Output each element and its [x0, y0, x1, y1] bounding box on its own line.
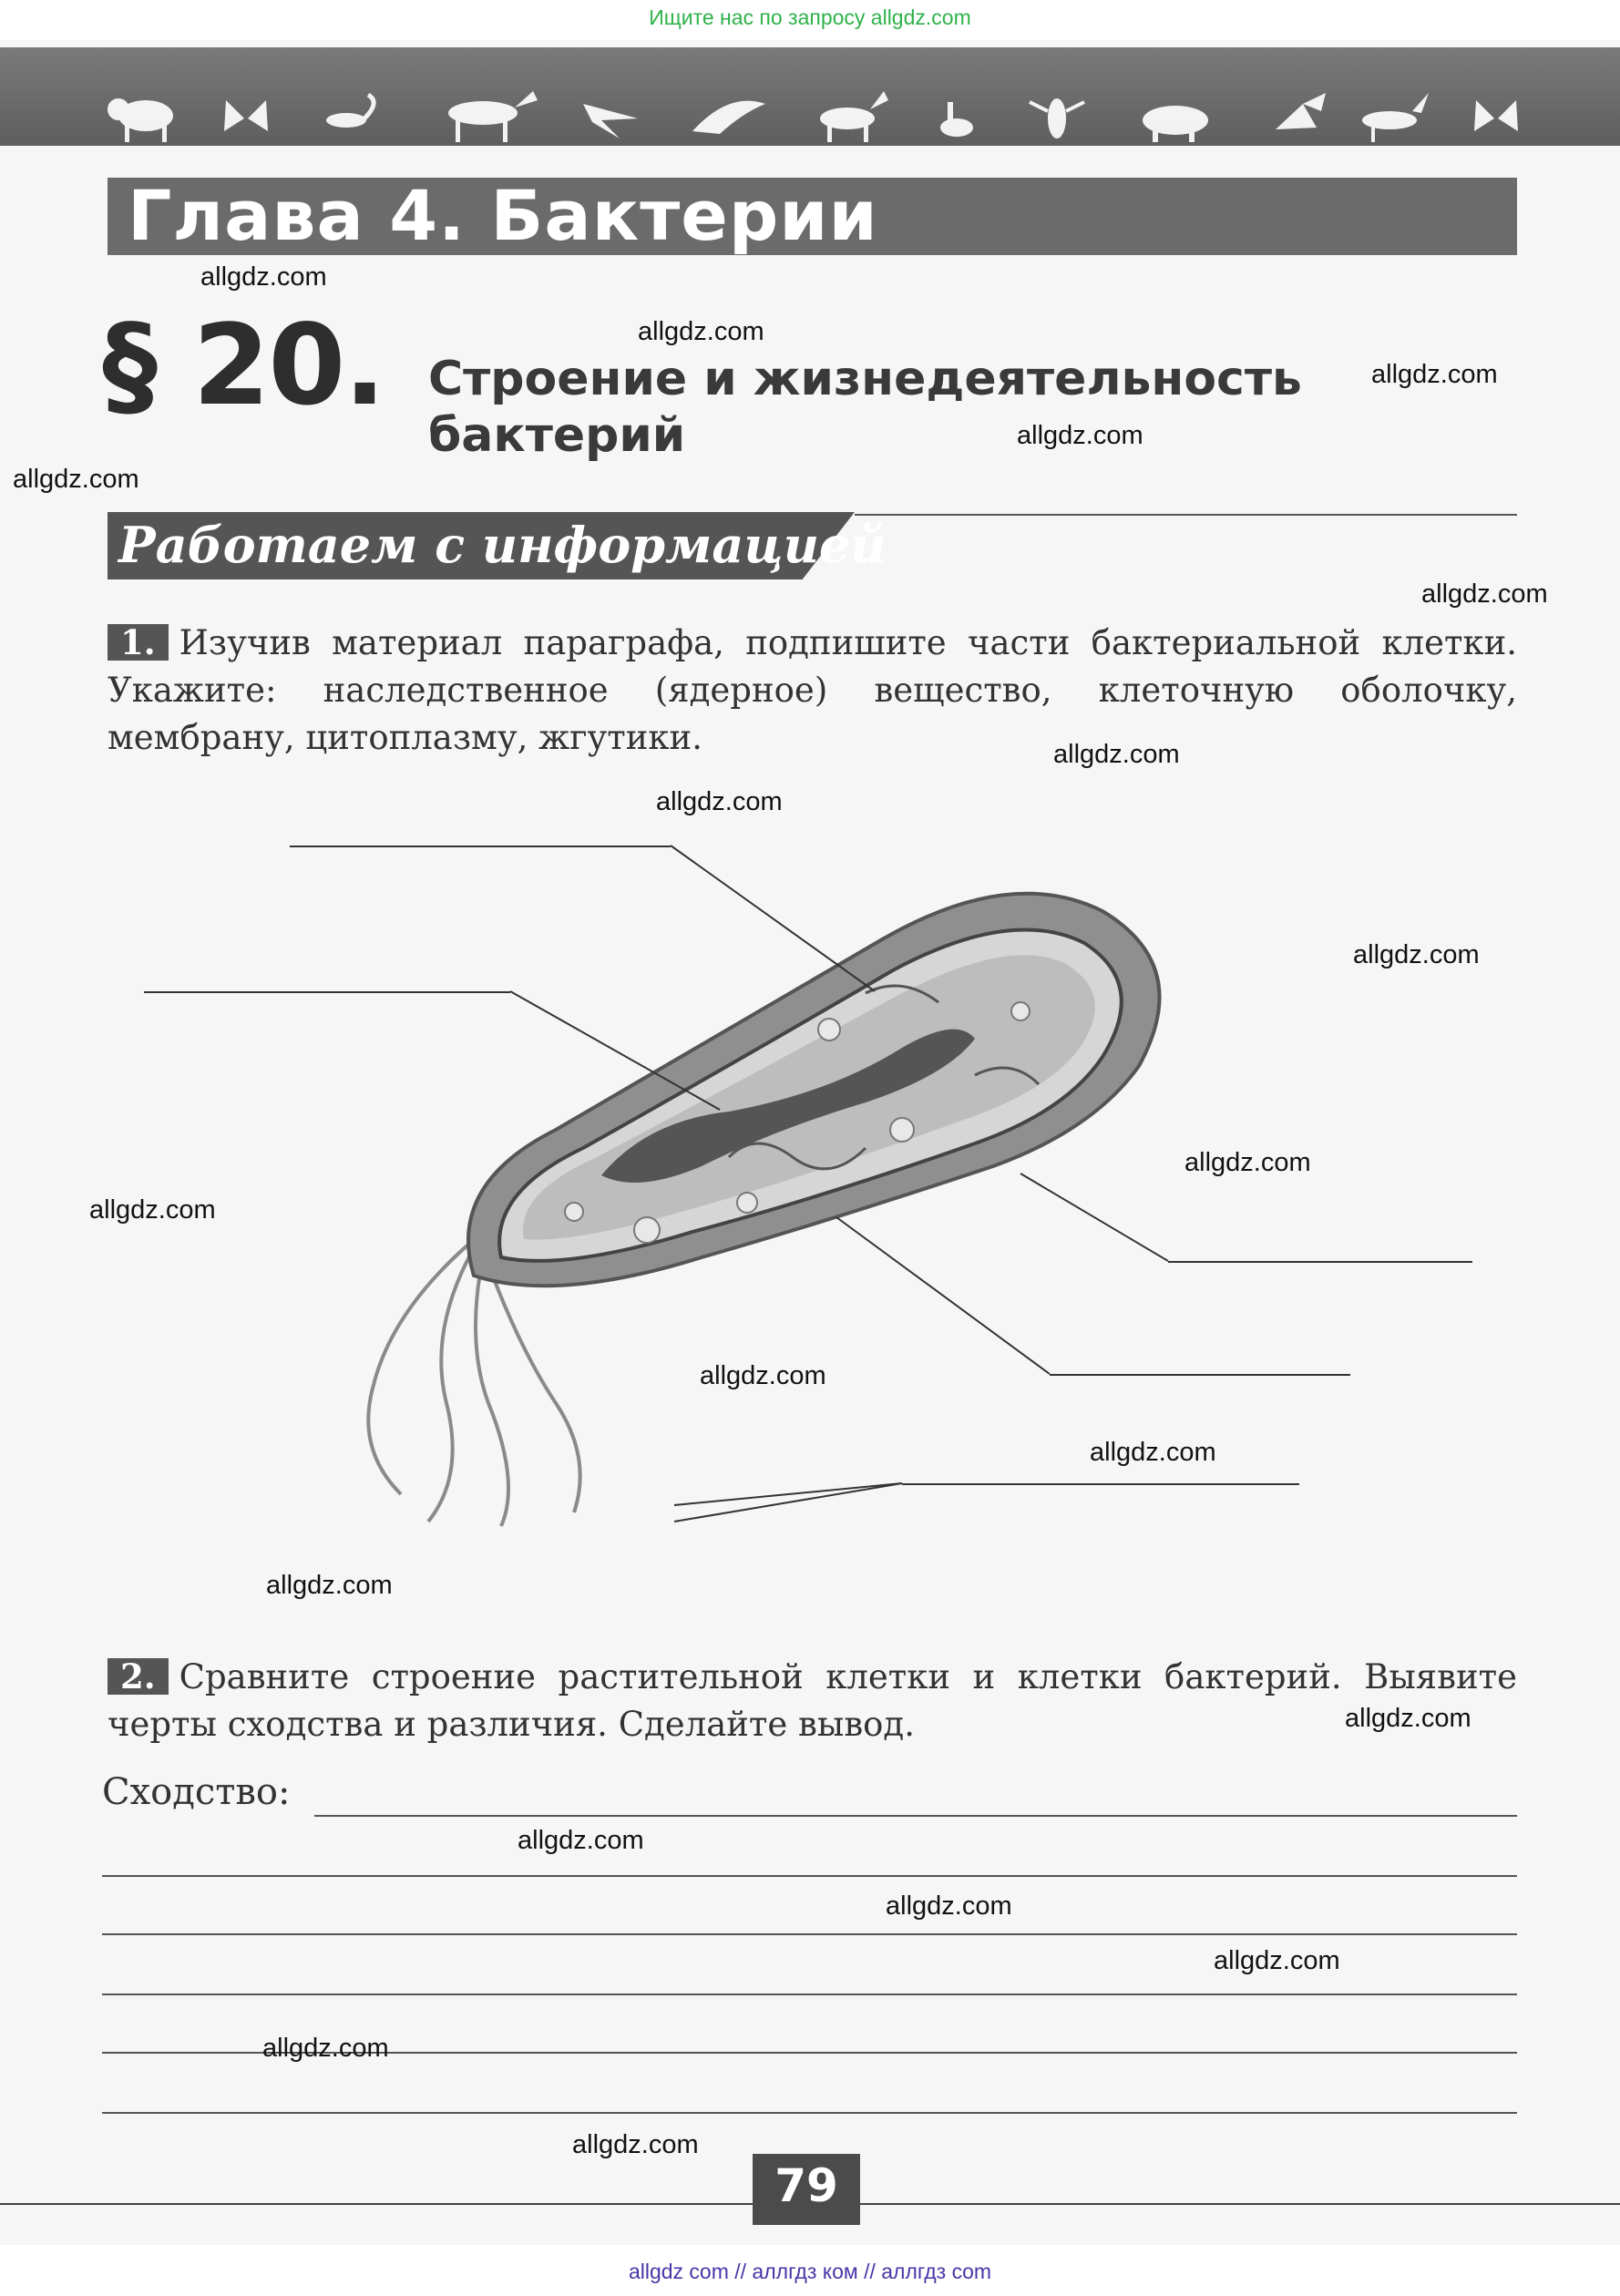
watermark: allgdz.com — [266, 1571, 393, 1600]
watermark: allgdz.com — [13, 465, 139, 494]
task-2-text: Сравните строение растительной клетки и клетки бактерий. Выявите черты сходства и различия. Сделайте вывод. — [108, 1657, 1517, 1744]
answer-line-4[interactable] — [102, 1994, 1517, 1995]
watermark: allgdz.com — [572, 2130, 699, 2159]
task-2-number: 2. — [108, 1658, 169, 1695]
watermark: allgdz.com — [89, 1195, 216, 1225]
watermark: allgdz.com — [1053, 740, 1180, 769]
watermark: allgdz.com — [1184, 1148, 1311, 1177]
watermark: allgdz.com — [1017, 421, 1143, 450]
watermark: allgdz.com — [1421, 579, 1548, 609]
answer-line-3[interactable] — [102, 1933, 1517, 1935]
chapter-title: Глава 4. Бактерии — [128, 175, 878, 256]
top-note[interactable]: Ищите нас по запросу allgdz.com — [649, 5, 971, 29]
page-number: 79 — [774, 2159, 838, 2212]
watermark: allgdz.com — [262, 2034, 389, 2063]
watermark: allgdz.com — [1353, 940, 1480, 969]
watermark: allgdz.com — [200, 262, 327, 292]
task-1-text: Изучив материал параграфа, подпишите части бактериальной клетки. Укажите: наследственное (ядерное) вещество, клеточную оболочку, мембрану, цитоплазму, жгутики. — [108, 623, 1517, 757]
label-line-2 — [144, 991, 510, 993]
watermark: allgdz.com — [1090, 1438, 1216, 1467]
bottom-note[interactable]: allgdz com // аллгдз ком // аллгдз com — [628, 2260, 992, 2283]
task-1-number: 1. — [108, 624, 169, 661]
leader-1 — [671, 846, 875, 991]
watermark: allgdz.com — [1214, 1946, 1340, 1975]
answer-line-2[interactable] — [102, 1875, 1517, 1877]
watermark: allgdz.com — [886, 1891, 1012, 1921]
watermark: allgdz.com — [518, 1826, 644, 1855]
watermark: allgdz.com — [638, 317, 764, 346]
section-heading: Работаем с информацией — [118, 516, 887, 574]
watermark: allgdz.com — [1371, 360, 1498, 389]
answer-line-6[interactable] — [102, 2112, 1517, 2114]
similarity-label: Сходство: — [102, 1771, 291, 1813]
watermark: allgdz.com — [1345, 1704, 1471, 1733]
answer-line-1[interactable] — [314, 1815, 1517, 1817]
leader-4 — [836, 1217, 1050, 1374]
label-line-3 — [1168, 1261, 1472, 1263]
paragraph-number: § 20. — [102, 301, 384, 430]
label-line-5 — [902, 1483, 1299, 1485]
leader-2 — [510, 991, 720, 1110]
leader-3 — [1020, 1174, 1168, 1261]
watermark: allgdz.com — [656, 787, 783, 816]
paragraph-title-line1: Строение и жизнедеятельность — [428, 352, 1302, 406]
watermark: allgdz.com — [700, 1361, 826, 1390]
label-line-4 — [1050, 1374, 1350, 1376]
paragraph-title-line2: бактерий — [428, 408, 686, 463]
task-2 — [108, 1654, 1517, 1748]
